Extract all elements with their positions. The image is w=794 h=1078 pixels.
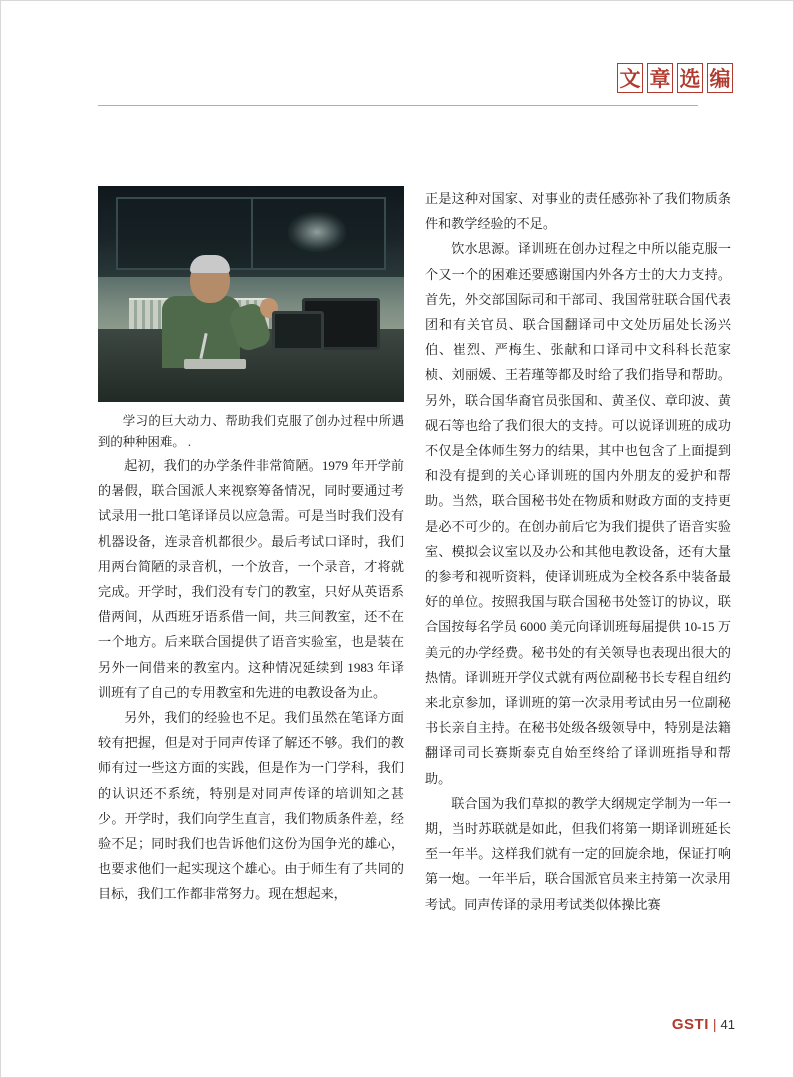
left-paragraph-1: 起初，我们的办学条件非常简陋。1979 年开学前的暑假，联合国派人来视察筹备情况，同时要通过考试录用一批口笔译译员以应急需。可是当时我们没有机器设备，连录音机都很少。最后考试口译时，我们用两台简陋的录音机，一个放音，一个录音，才将就完成。开学时，我们没有专门的教室，只好从英语系借两间，从西班牙语系借一间，共三间教室，还不在一个地方。后来联合国提供了语音实验室，也是装在另外一间借来的教室内。这种情况延续到 1983 年译训班有了自己的专用教室和先进的电教设备为止。 [98, 458, 404, 700]
footer-brand: GSTI [671, 1016, 709, 1033]
header-char-1: 文 [617, 63, 643, 93]
footer-separator: | [712, 1016, 717, 1032]
photo-laptop [184, 359, 246, 369]
right-column [425, 186, 731, 917]
page-number: 41 [720, 1017, 735, 1032]
photo-secondary-monitor [272, 311, 324, 351]
right-paragraph-1: 正是这种对国家、对事业的责任感弥补了我们物质条件和教学经验的不足。 [425, 191, 731, 232]
left-paragraph-2: 另外，我们的经验也不足。我们虽然在笔译方面较有把握，但是对于同声传译了解还不够。我们的教师有过一些这方面的实践，但是作为一门学科，我们的认识还不系统，特别是对同声传译的培训知之甚少。开学时，我们向学生直言，我们物质条件差，经验不足；同时我们也告诉他们这份为国争光的雄心，也要求他们一起实现这个雄心。由于师生有了共同的目标，我们工作都非常努力。现在想起来， [98, 710, 404, 902]
page-footer [672, 1016, 735, 1033]
photo-caption: 学习的巨大动力、帮助我们克服了创办过程中所遇到的种种困难。 . [98, 414, 404, 449]
photo-window-divider [251, 197, 253, 270]
left-column [98, 186, 404, 907]
photo-light-glow [288, 212, 346, 252]
header-divider [98, 105, 698, 106]
page-header [617, 63, 733, 93]
header-char-4: 编 [707, 63, 733, 93]
photo-person-hair [190, 255, 230, 273]
header-char-2: 章 [647, 63, 673, 93]
classroom-lecture-photo [98, 186, 404, 402]
header-char-3: 选 [677, 63, 703, 93]
right-paragraph-3: 联合国为我们草拟的教学大纲规定学制为一年一期，当时苏联就是如此，但我们将第一期译训班延长至一年半。这样我们就有一定的回旋余地，保证打响第一炮。一年半后，联合国派官员来主持第一次录用考试。同声传译的录用考试类似体操比赛 [425, 795, 731, 912]
right-paragraph-2: 饮水思源。译训班在创办过程之中所以能克服一个又一个的困难还要感谢国内外各方士的大力支持。首先，外交部国际司和干部司、我国常驻联合国代表团和有关官员、联合国翻译司中文处历届处长汤兴伯、崔烈、严梅生、张献和口译司中文科科长范家桢、刘丽媛、王若瑾等都及时给了我们指导和帮助。另外，联合国华裔官员张国和、黄圣仪、章印波、黄砚石等也给了我们很大的支持。可以说译训班的成功不仅是全体师生努力的结果，其中也包含了上面提到和没有提到的关心译训班的国内外朋友的爱护和帮助。当然，联合国秘书处在物质和财政方面的支持更是必不可少的。在创办前后它为我们提供了语音实验室、模拟会议室以及办公和其他电教设备，还有大量的参考和视听资料，使译训班成为全校各系中装备最好的单位。按照我国与联合国秘书处签订的协议，联合国按每名学员 6000 美元向译训班每届提供 10-15 万美元的办学经费。秘书处的有关领导也表现出很大的热情。译训班开学仪式就有两位副秘书长专程自纽约来北京参加，译训班的第一次录用考试由另一位副秘书长亲自主持。在秘书处级各级领导中，特别是法籍翻译司司长赛斯泰克自始至终给了译训班指导和帮助。 [425, 241, 731, 786]
